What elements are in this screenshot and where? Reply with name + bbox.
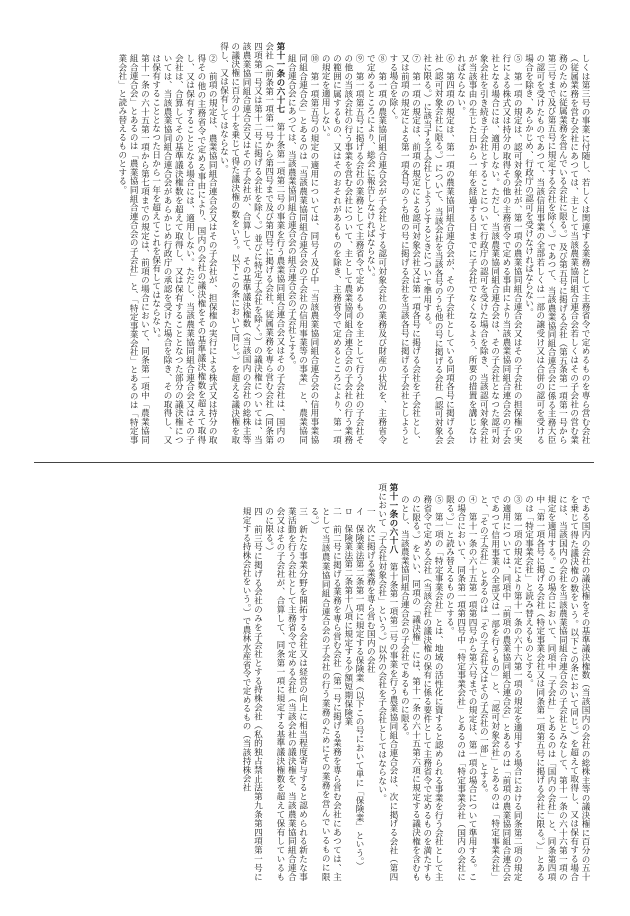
paragraph: [149, 42, 217, 444]
paragraph-text: である国内の会社の議決権をその基準議決権数（当該国内の会社の総株主等の議決権に百分の五十を乗じて得た議決権の数をいう。以下この条において同じ。）を超えて取得し、又は保有する場合には、当該国内の会社を当該農業協同組合連合会の子会社とみなして、第十一条の六十六第一項の規定を適用する。この場合において、同項中「子会社」とあるのは「国内の会社」と、同条第四項中「第一項各号に掲げる会社（特定事業会社又は同条第一項第五号に掲げる会社に限る。）」とあるのは「特定事業会社」と読み替えるものとする。: [523, 495, 590, 881]
paragraph: [353, 483, 364, 881]
paragraph: [522, 483, 590, 881]
paragraph-text: しくは第三号の事業に付随し、若しくは関連する業務として主務省令で定めるものを専ら営む会社（従属業務を営む会社にあつては、主として当該農業協同組合連合会若しくはその子会社の営む業務のために従属業務を営んでいる会社に限る。）及び第五号に掲げる会社（第五条第一項第一号から第三号まで及び第五号に規定する会社を除く。）であつて、当該農業協同組合連合会に係る主務大臣の認可を受けたものであつて、当該信用事業の全部若しくは一部の譲受け又は合併の認可を受ける場合を除き、あらかじめ、行政庁の認可を受けなければならない。: [523, 54, 590, 444]
paragraph: [375, 483, 398, 881]
paragraph: [443, 483, 477, 881]
paragraph-text: ⑦ 第一項の規定は、前項の規定による認可対象会社又は第一項各号に掲げる会社を子会社とし、又は前項の規定による第一項各号のうち他の号に掲げる会社を当該各号に掲げる子会社としようとする場合を除く。: [387, 54, 421, 444]
paragraph: [341, 483, 352, 881]
paragraph: [364, 42, 387, 444]
paragraph-text: ⑩ 第一項第五号の規定の適用については、同号イ及び中「当該農業協同組合連合会の信用事業協同組合連合会」とあるのは「当該農業協同組合連合会の子会社の信用事業等の事業」と、農業協同組合連合会にあつては、当該農業協同組合連合会の組合連合会の子会社とする。: [286, 54, 319, 444]
paragraph-text: 二 前二号に掲げる業務を専ら営む会社（第一号に掲げる業務を専ら営む会社にあつては、主として当該農業協同組合連合会の子会社の行う業務のためにその業務を営んでいるものに限る。）: [308, 507, 342, 881]
upper-text-column: [38, 42, 590, 444]
paragraph: [116, 42, 150, 444]
paragraph-text: イ 保険業法第二条第一項に規定する保険業（以下この号において単に「保険業」という。）: [354, 507, 365, 871]
article-heading: 第十一条の六十七: [274, 42, 285, 114]
paragraph: [364, 483, 375, 881]
paragraph-text: 第十一条の六十五第一項から第七項までの規定は、前項の場合において、同条第一項中「農業協同組合連合会」とあるのは「農業協同組合連合会の子会社」と、「特定事業会社」とあるのは「特定事業会社」と読み替えるものとする。: [116, 54, 150, 444]
paragraph-text: 一 次に掲げる業務を専ら営む国内の会社: [365, 507, 376, 674]
paragraph: [285, 42, 319, 444]
paragraph: [387, 42, 421, 444]
paragraph: [421, 42, 455, 444]
paragraph-text: 四 前三号に掲げる会社のみを子会社とする持株会社（私的独占禁止法第九条第四項第一号に規定する持株会社をいう。）で農林水産省令で定めるもの（当該持株会社: [241, 507, 263, 881]
paragraph: [262, 483, 307, 881]
paragraph-text: 第十条第一項第二号の事業を行う農業協同組合連合会又はその子会社は、国内の会社（前条第一項第一号から第四号まで及び第四号に掲げる会社、従属業務を専ら営む会社（同条第四項第一号又は第十二号に掲げる会社を除く。）並びに特定子会社を除く。）の議決権については、当該農業協同組合連合会又はその子会社が、合算して、その基準議決権数（当該国内の会社の総株主等の議決権に百分の十を乗じて得た議決権の数をいう。以下この条において同じ。）を超える議決権を取得し、又は保有してはならない。: [218, 42, 285, 444]
paragraph-text: ⑧ 第一項の農業協同組合連合会が子会社とする認可対象会社の業務及び財産の状況を、主務省令で定めるところにより、総会に報告しなければならない。: [365, 54, 387, 444]
paragraph: [240, 483, 263, 881]
paragraph-text: ② 前項の規定は、農業協同組合連合会又はその子会社が、担保権の実行による株式又は持分の取得その他の主務省令で定める事由により、国内の会社の議決権をその基準議決権数を超えて取得し、又は保有することとなる場合には、適用しない。ただし、当該農業協同組合連合会又はその子会社は、合算してその基準議決権数を超えて取得し、又は保有することとなつた部分の議決権については、当該農業協同組合連合会があらかじめ行政庁の承認を受けた場合を除き、その取得し、又は保有することとなつた日から一年を超えてこれを保有してはならない。: [150, 54, 218, 444]
paragraph: [217, 42, 285, 444]
paragraph: [319, 42, 364, 444]
paragraph-text: ⑤ 第一項の「特定事業会社」とは、地域の活性化に資すると認められる事業を行う会社として主務省令で定める会社（当該会社の議決権の保有に係る要件として主務省令で定めるものを満たすものに限る。）をいい、同項の「議決権」には、第十一条の六十五第六項に規定する議決権を含むものとし、当該農業協同組合連合会の子会社であるものに限る。: [399, 495, 444, 881]
paragraph: [398, 483, 443, 881]
paragraph-text: ロ 保険業法第二条第十八項に規定する少額短期保険業: [342, 507, 353, 726]
paragraph-text: ③ 第一項の規定により第十一条の六十六第一項の規定を適用する場合における同条第二項の規定の適用については、同項中「前項の農業協同組合連合会」とあるのは「前項の農業協同組合連合会であつて信用事業の全部又は一部を行うもの」と、「認可対象会社」とあるのは「特定事業会社」と、「その子会社」とあるのは「その子会社又はその子会社の一部」とする。: [478, 495, 523, 881]
paragraph: [454, 42, 522, 444]
paragraph-text: 三 新たな事業分野を開拓する会社又は経営の向上に相当程度寄与すると認められる新たな事業活動を行う会社として主務省令で定める会社（当該会社の議決権を、当該農業協同組合連合会又はその子会社が、合算して、同条第一項に規定する基準議決権数を超えて保有しているものに限る。）: [263, 507, 308, 881]
paragraph-text: ⑥ 第四項の規定は、第一項の農業協同組合連合会が、その子会社としている同項各号に掲げる会社（認可対象会社に限る。）について、当該会社を当該各号のうち他の号に掲げる会社（認可対象会社に限る。）に該当する子会社としようとするときについて準用する。: [421, 54, 455, 444]
paragraph-text: 第十条第一項第二号の事業を行う農業協同組合連合会は、次に掲げる会社（第四項において「子会社対象会社」という。）以外の会社を子会社としてはならない。: [376, 483, 398, 881]
section-divider: [34, 462, 594, 463]
paragraph: [308, 483, 342, 881]
paragraph-text: ④ 第十一条の六十五第一項第四号から第六号までの規定は、第一項の場合について準用する。この場合において、同条第一項第四号中「特定事業会社」とあるのは「特定事業会社（国内の会社に限る。）」と読み替えるものとする。: [444, 495, 478, 881]
lower-text-column: [38, 483, 590, 881]
paragraph: [522, 42, 590, 444]
paragraph: [477, 483, 522, 881]
paragraph-text: ⑤ 第一項の規定は、認可対象会社が、第一項の農業協同組合連合会又はその子会社の担保権の実行による株式又は持分の取得その他の主務省令で定める事由により当該農業協同組合連合会の子会社となる場合には、適用しない。ただし、当該農業協同組合連合会は、その子会社となつた認可対象会社を引き続き子会社とすることについて行政庁の認可を受けた場合を除き、当該認可対象会社が当該事由の生じた日から一年を経過する日までに子会社でなくなるよう、所要の措置を講じなければならない。: [455, 54, 523, 444]
article-heading: 第十一条の六十八: [387, 483, 398, 554]
paragraph-text: ⑨ 第一項第五号に掲げる会社の業務として主務省令で定めるものを主として行う会社の子会社その他の当該会社の行う事業を営む会社について、主として農業協同組合連合会の子会社の行う業務の範囲に属するもの、又はそのおそれがあるものを除き、主務省令で定めるところにより、第一項の規定を適用しない。: [320, 54, 365, 444]
